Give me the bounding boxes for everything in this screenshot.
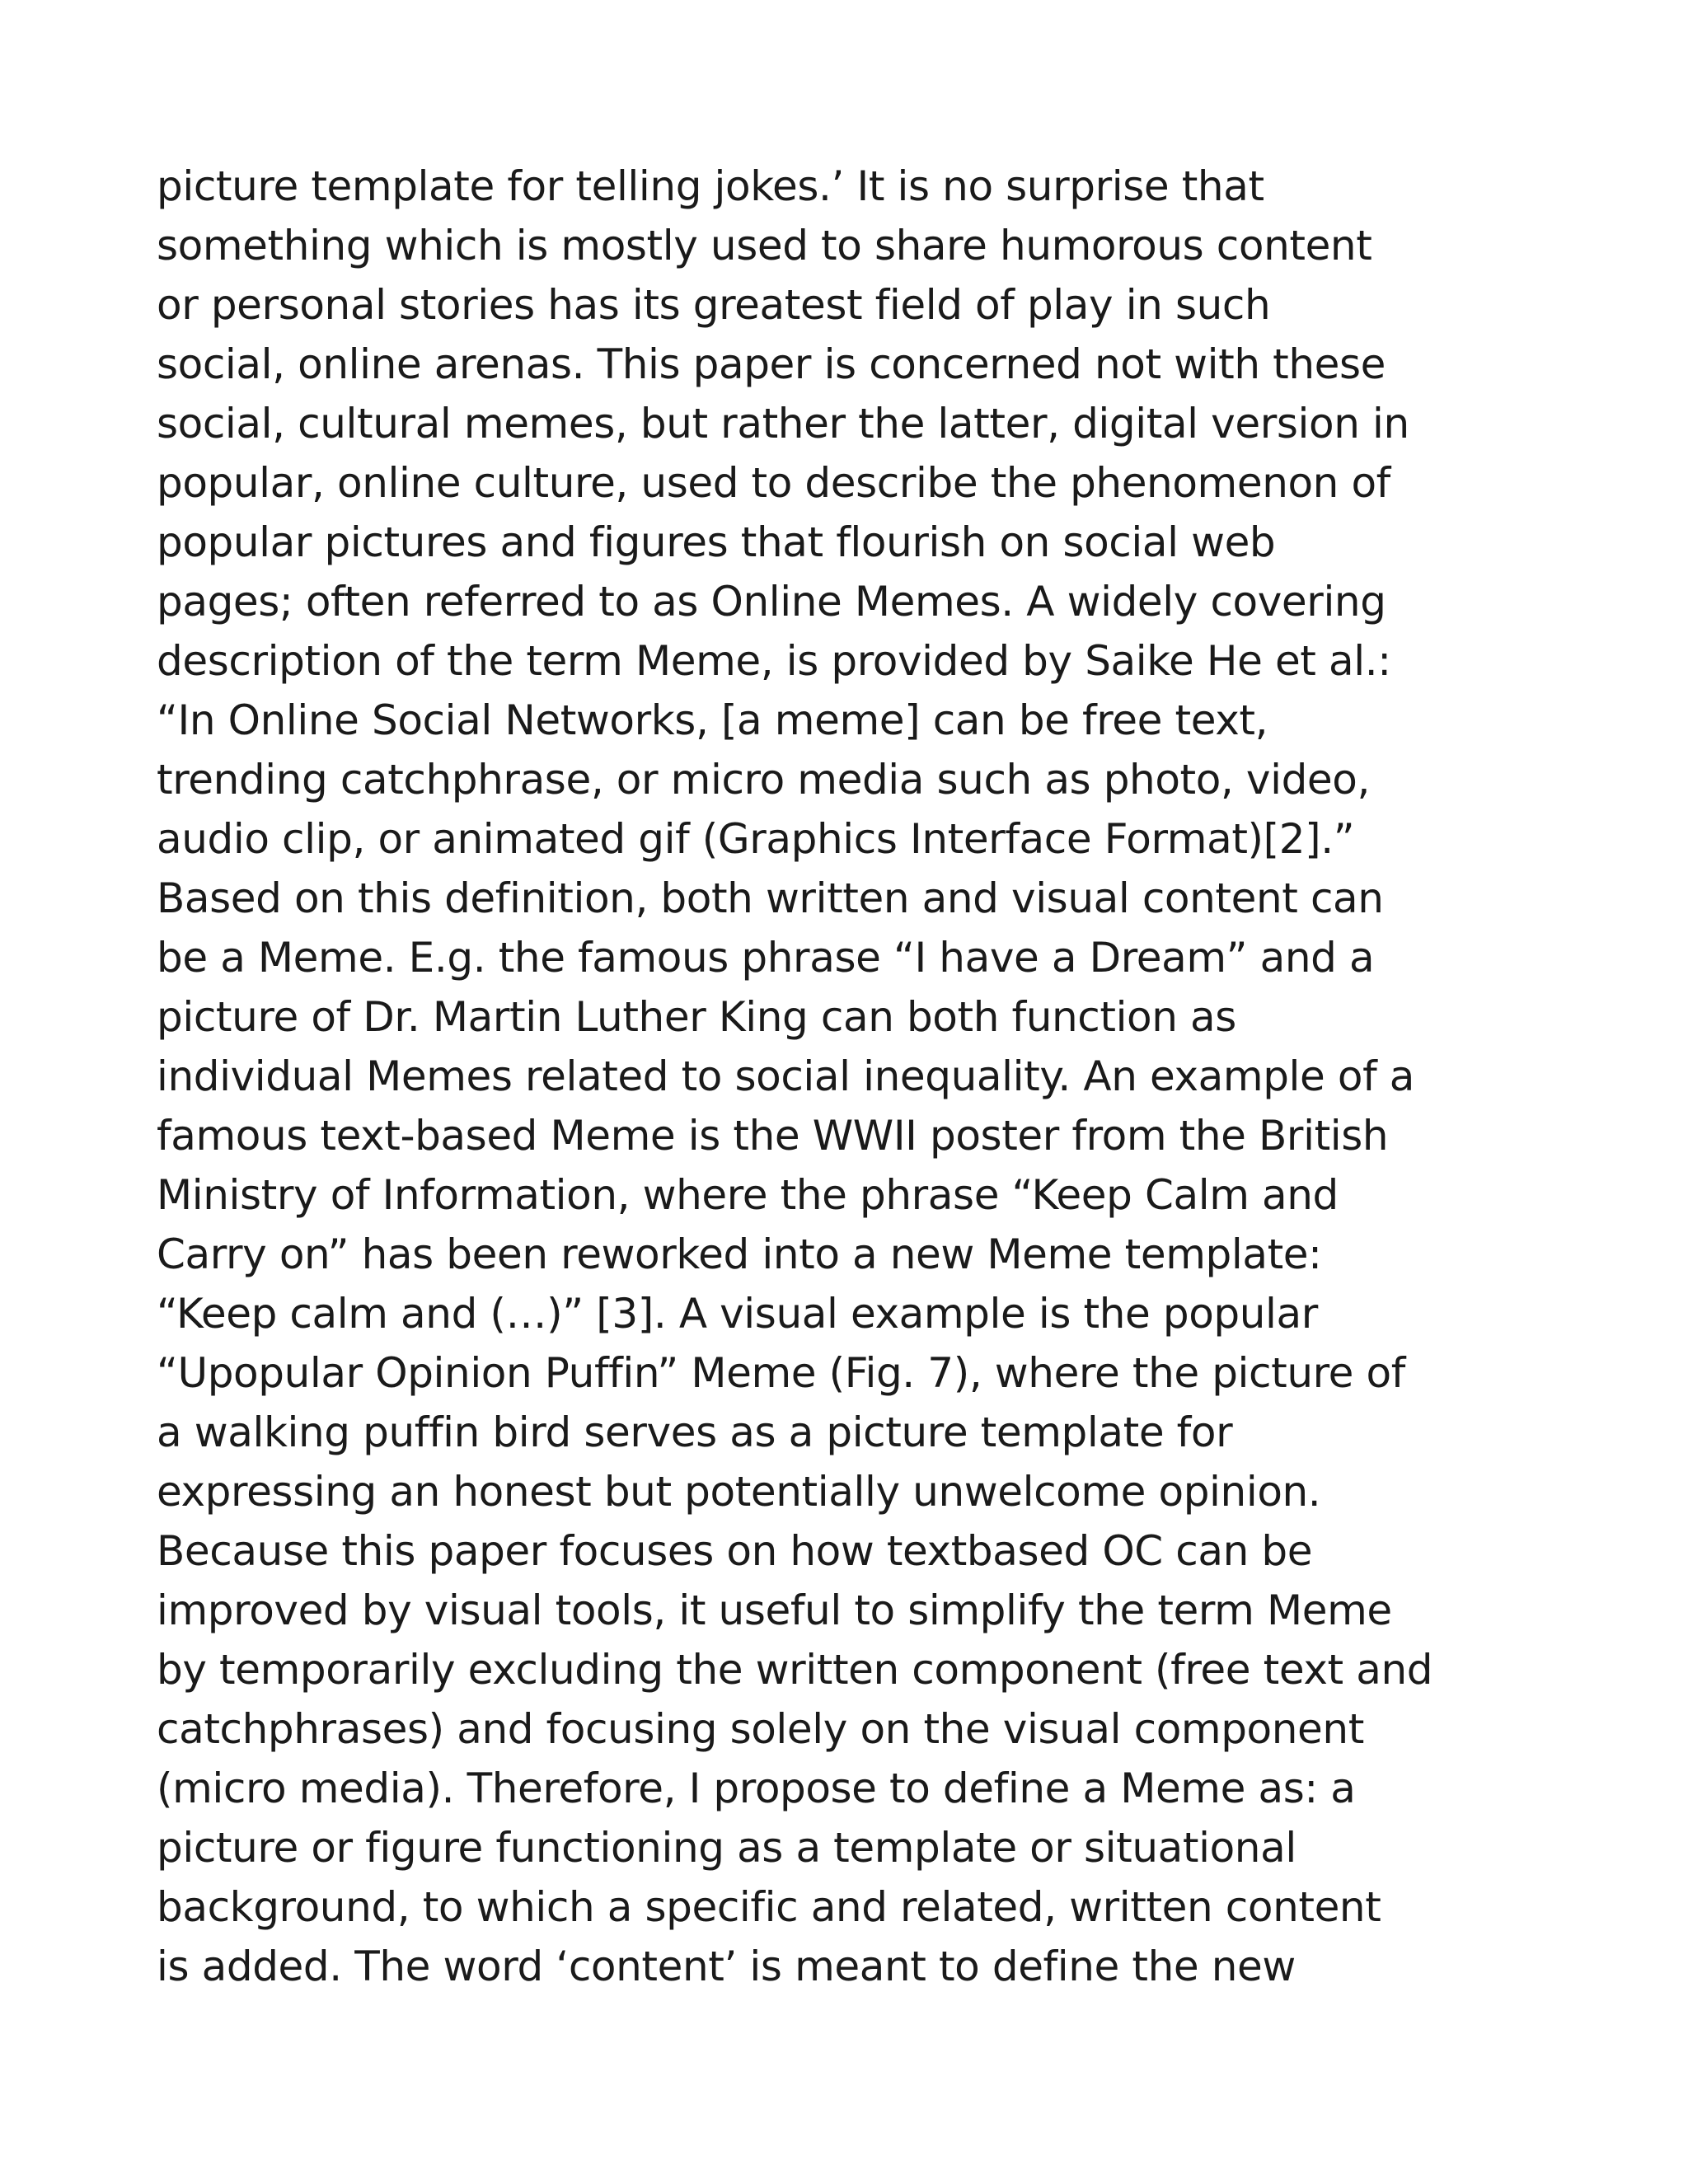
text-line: be a Meme. E.g. the famous phrase “I have a Dream” and a (157, 934, 1375, 982)
text-line: famous text-based Meme is the WWII poster from the British (157, 1112, 1389, 1160)
text-line: Because this paper focuses on how textbased OC can be (157, 1527, 1313, 1575)
text-line: expressing an honest but potentially unwelcome opinion. (157, 1468, 1321, 1516)
text-line: Based on this definition, both written and visual content can (157, 874, 1384, 922)
text-line: is added. The word ‘content’ is meant to define the new (157, 1943, 1296, 1990)
text-line: trending catchphrase, or micro media such as photo, video, (157, 756, 1370, 804)
text-line: something which is mostly used to share humorous content (157, 222, 1372, 269)
text-line: background, to which a specific and related, written content (157, 1883, 1381, 1931)
text-line: or personal stories has its greatest field of play in such (157, 281, 1271, 329)
text-line: picture of Dr. Martin Luther King can both function as (157, 993, 1236, 1041)
text-line: individual Memes related to social inequality. An example of a (157, 1052, 1415, 1100)
text-line: “Upopular Opinion Puffin” Meme (Fig. 7), where the picture of (157, 1349, 1405, 1397)
body-paragraph (157, 157, 1558, 1996)
text-line: by temporarily excluding the written component (free text and (157, 1646, 1433, 1694)
text-line: (micro media). Therefore, I propose to define a Meme as: a (157, 1765, 1356, 1812)
text-line: Carry on” has been reworked into a new Meme template: (157, 1230, 1322, 1278)
text-line: a walking puffin bird serves as a picture template for (157, 1408, 1233, 1456)
text-line: Ministry of Information, where the phrase “Keep Calm and (157, 1171, 1339, 1219)
text-line: “In Online Social Networks, [a meme] can be free text, (157, 696, 1268, 744)
text-line: social, cultural memes, but rather the latter, digital version in (157, 400, 1409, 448)
text-line: improved by visual tools, it useful to simplify the term Meme (157, 1586, 1392, 1634)
text-line: popular, online culture, used to describe the phenomenon of (157, 459, 1390, 507)
text-line: popular pictures and figures that flourish on social web (157, 518, 1276, 566)
text-line: pages; often referred to as Online Memes. A widely covering (157, 578, 1386, 626)
text-line: picture or figure functioning as a template or situational (157, 1824, 1296, 1872)
text-line: social, online arenas. This paper is concerned not with these (157, 340, 1386, 388)
text-line: description of the term Meme, is provided by Saike He et al.: (157, 637, 1391, 685)
text-line: audio clip, or animated gif (Graphics Interface Format)[2].” (157, 815, 1355, 863)
text-line: picture template for telling jokes.’ It is no surprise that (157, 162, 1264, 210)
text-line: “Keep calm and (…)” [3]. A visual example is the popular (157, 1290, 1318, 1338)
text-line: catchphrases) and focusing solely on the visual component (157, 1705, 1364, 1753)
